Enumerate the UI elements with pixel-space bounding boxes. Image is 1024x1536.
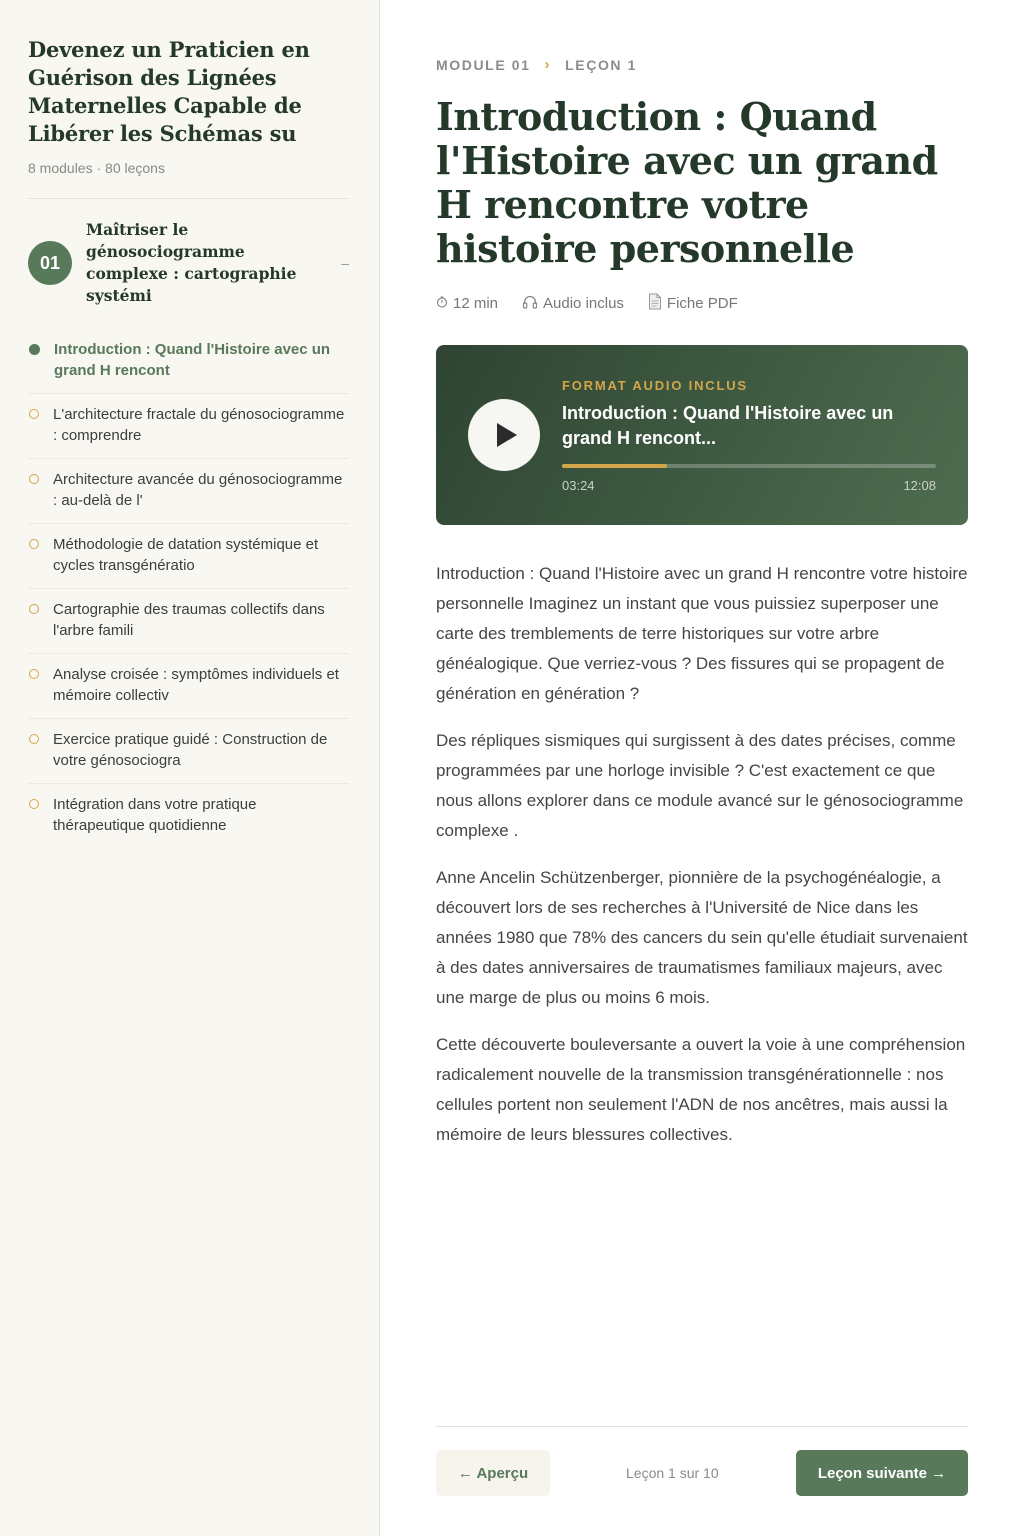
page-title: Introduction : Quand l'Histoire avec un grand H rencontre votre histoire personnelle [436, 94, 938, 271]
breadcrumb [436, 56, 968, 73]
lesson-label: L'architecture fractale du génosociogramme : comprendre [53, 406, 345, 444]
lesson-label: Architecture avancée du génosociogramme : au-delà de l' [53, 471, 343, 509]
audio-player [436, 345, 968, 525]
breadcrumb-chevron-icon: › [544, 56, 552, 73]
course-meta: 8 modules · 80 leçons [28, 160, 165, 176]
audio-title: Introduction : Quand l'Histoire avec un grand H rencont... [562, 403, 894, 448]
lesson-status-dot-icon [29, 539, 39, 549]
lesson-label: Introduction : Quand l'Histoire avec un grand H rencont [54, 341, 331, 379]
lesson-progress-text: Leçon 1 sur 10 [626, 1465, 719, 1481]
content-paragraph: Des répliques sismiques qui surgissent à des dates précises, comme programmées par une horloge invisible ? C'est exactement ce que nous allons explorer dans ce module avancé sur le génosociogramme complexe . [436, 731, 964, 840]
content-paragraph: Introduction : Quand l'Histoire avec un grand H rencontre votre histoire personnelle Imaginez un instant que vous puissiez superposer une carte des tremblements de terre historiques sur votre arbre généalogique. Que verriez-vous ? Des fissures qui se propagent de génération en génération ? [436, 564, 968, 703]
lesson-content [436, 559, 968, 1150]
audio-meta [522, 294, 624, 312]
lesson-item[interactable] [28, 719, 349, 784]
clock-icon [436, 296, 448, 311]
document-icon [648, 293, 662, 313]
lesson-item[interactable] [28, 394, 349, 459]
lesson-status-dot-icon [29, 474, 39, 484]
collapse-toggle-icon[interactable]: – [341, 255, 349, 271]
audio-text: Audio inclus [543, 294, 624, 312]
lesson-label: Exercice pratique guidé : Construction de votre génosociogra [53, 731, 328, 769]
audio-progress-fill [562, 464, 667, 468]
lesson-label: Intégration dans votre pratique thérapeutique quotidienne [53, 796, 257, 834]
lesson-meta [436, 293, 968, 313]
lesson-item[interactable] [28, 589, 349, 654]
lesson-label: Méthodologie de datation systémique et cycles transgénératio [53, 536, 319, 574]
duration-text: 12 min [453, 294, 499, 312]
lesson-status-dot-icon [29, 604, 39, 614]
lesson-label: Cartographie des traumas collectifs dans l'arbre famili [53, 601, 325, 639]
course-sidebar [0, 0, 380, 1536]
lesson-item[interactable] [28, 329, 349, 394]
pdf-meta[interactable] [648, 293, 738, 313]
headphones-icon [522, 294, 538, 312]
module-number-badge: 01 [28, 241, 72, 285]
lesson-main [436, 0, 968, 1167]
audio-kicker: FORMAT AUDIO INCLUS [562, 378, 748, 393]
next-lesson-button[interactable]: Leçon suivante → [796, 1450, 968, 1496]
play-icon [496, 422, 518, 448]
content-paragraph: Anne Ancelin Schützenberger, pionnière de la psychogénéalogie, a découvert lors de ses recherches à l'Université de Nice dans les années 1980 que 78% des cancers du sein qu'elle étudiait survenaient à des dates anniversaires de traumatismes familiaux majeurs, avec une marge de plus ou moins 6 mois. [436, 868, 968, 1007]
lesson-status-dot-icon [29, 409, 39, 419]
module-title: Maîtriser le génosociogramme complexe : cartographie systémi [86, 220, 297, 305]
lesson-status-dot-icon [29, 669, 39, 679]
play-button[interactable] [468, 399, 540, 471]
pdf-text: Fiche PDF [666, 294, 738, 312]
current-time: 03:24 [562, 478, 595, 493]
lesson-status-dot-icon [29, 734, 39, 744]
lesson-item[interactable] [28, 459, 349, 524]
module-header[interactable] [28, 219, 349, 307]
total-time: 12:08 [903, 478, 936, 493]
lesson-item[interactable] [28, 784, 349, 848]
course-title: Devenez un Praticien en Guérison des Lignées Maternelles Capable de Libérer les Schémas su [28, 37, 310, 146]
previous-button[interactable]: ← Aperçu [436, 1450, 550, 1496]
lesson-status-dot-icon [29, 344, 40, 355]
lesson-navigation [436, 1426, 968, 1482]
lesson-item[interactable] [28, 524, 349, 589]
lesson-list [28, 329, 349, 848]
duration-meta [436, 295, 498, 312]
sidebar-divider [28, 198, 349, 199]
audio-progress-bar[interactable] [562, 464, 936, 468]
lesson-label: Analyse croisée : symptômes individuels et mémoire collectiv [53, 666, 339, 704]
lesson-item[interactable] [28, 654, 349, 719]
lesson-status-dot-icon [29, 799, 39, 809]
content-paragraph: Cette découverte bouleversante a ouvert la voie à une compréhension radicalement nouvelle de la transmission transgénérationnelle : nos cellules portent non seulement l'ADN de nos ancêtres, mais aussi la mémoire de leurs blessures collectives. [436, 1035, 966, 1144]
breadcrumb-lesson: LEÇON 1 [565, 56, 638, 73]
breadcrumb-module[interactable]: MODULE 01 [436, 56, 531, 73]
